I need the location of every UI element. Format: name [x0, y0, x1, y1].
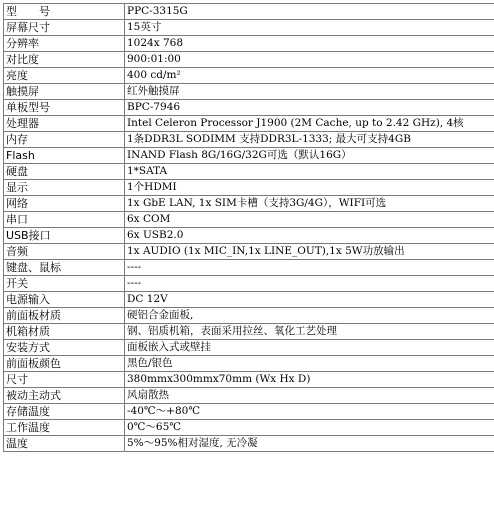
row-value: 1x AUDIO (1x MIC_IN,1x LINE_OUT),1x 5W功放输出 [125, 244, 494, 260]
table-row [4, 116, 494, 132]
table-row [4, 180, 494, 196]
row-label: 工作温度 [4, 420, 125, 436]
table-row [4, 372, 494, 388]
row-value: Intel Celeron Processor J1900 (2M Cache, up to 2.42 GHz), 4核 [125, 116, 494, 132]
row-value: 1条DDR3L SODIMM 支持DDR3L-1333; 最大可支持4GB [125, 132, 494, 148]
table-row [4, 436, 494, 452]
row-value: 15英寸 [125, 20, 494, 36]
row-label: 处理器 [4, 116, 125, 132]
row-label: 屏幕尺寸 [4, 20, 125, 36]
table-row [4, 388, 494, 404]
row-value: 钢、铝质机箱，表面采用拉丝、氧化工艺处理 [125, 324, 494, 340]
row-value: 380mmx300mmx70mm (Wx Hx D) [125, 372, 494, 388]
row-label: 单板型号 [4, 100, 125, 116]
row-value: DC 12V [125, 292, 494, 308]
row-label: 亮度 [4, 68, 125, 84]
row-value: ---- [125, 260, 494, 276]
row-value: 900:01:00 [125, 52, 494, 68]
row-label: 被动主动式 [4, 388, 125, 404]
row-label: 分辨率 [4, 36, 125, 52]
row-label: 硬盘 [4, 164, 125, 180]
table-row [4, 164, 494, 180]
row-value: 400 cd/m² [125, 68, 494, 84]
table-row [4, 276, 494, 292]
row-label: 对比度 [4, 52, 125, 68]
row-label: 键盘、鼠标 [4, 260, 125, 276]
row-value: ---- [125, 276, 494, 292]
row-label: 电源输入 [4, 292, 125, 308]
table-row [4, 20, 494, 36]
table-row [4, 132, 494, 148]
row-value: 红外触摸屏 [125, 84, 494, 100]
row-value: 1x GbE LAN, 1x SIM卡槽（支持3G/4G），WIFI可选 [125, 196, 494, 212]
table-row [4, 404, 494, 420]
table-row [4, 340, 494, 356]
row-label: 开关 [4, 276, 125, 292]
table-row [4, 36, 494, 52]
table-row [4, 308, 494, 324]
table-row [4, 260, 494, 276]
row-value: 1个HDMI [125, 180, 494, 196]
row-label: 型 号 [4, 4, 125, 20]
row-label: 安装方式 [4, 340, 125, 356]
table-row [4, 196, 494, 212]
table-row [4, 212, 494, 228]
row-value: PPC-3315G [125, 4, 494, 20]
table-row [4, 244, 494, 260]
row-label: 网络 [4, 196, 125, 212]
row-value: 5%～95%相对湿度, 无冷凝 [125, 436, 494, 452]
row-value: -40℃～+80℃ [125, 404, 494, 420]
row-value: BPC-7946 [125, 100, 494, 116]
table-row [4, 148, 494, 164]
table-row [4, 52, 494, 68]
row-value: 风扇散热 [125, 388, 494, 404]
row-value: INAND Flash 8G/16G/32G可选（默认16G） [125, 148, 494, 164]
row-value: 1*SATA [125, 164, 494, 180]
table-row [4, 292, 494, 308]
row-label: 温度 [4, 436, 125, 452]
row-label: 显示 [4, 180, 125, 196]
table-row [4, 84, 494, 100]
row-value: 6x COM [125, 212, 494, 228]
row-value: 1024x 768 [125, 36, 494, 52]
row-label: 存储温度 [4, 404, 125, 420]
row-label: 串口 [4, 212, 125, 228]
row-value: 0℃～65℃ [125, 420, 494, 436]
row-label: 尺寸 [4, 372, 125, 388]
row-label: 触摸屏 [4, 84, 125, 100]
row-value: 黑色/银色 [125, 356, 494, 372]
row-label: 前面板材质 [4, 308, 125, 324]
table-row [4, 324, 494, 340]
table-row [4, 100, 494, 116]
row-label: 机箱材质 [4, 324, 125, 340]
row-label: Flash [4, 148, 125, 164]
table-row [4, 228, 494, 244]
row-value: 面板嵌入式或壁挂 [125, 340, 494, 356]
row-label: 内存 [4, 132, 125, 148]
spec-table [3, 3, 494, 452]
row-label: 音频 [4, 244, 125, 260]
row-value: 6x USB2.0 [125, 228, 494, 244]
row-value: 硬铝合金面板, [125, 308, 494, 324]
table-row [4, 420, 494, 436]
table-row [4, 4, 494, 20]
table-row [4, 356, 494, 372]
table-row [4, 68, 494, 84]
row-label: USB接口 [4, 228, 125, 244]
row-label: 前面板颜色 [4, 356, 125, 372]
